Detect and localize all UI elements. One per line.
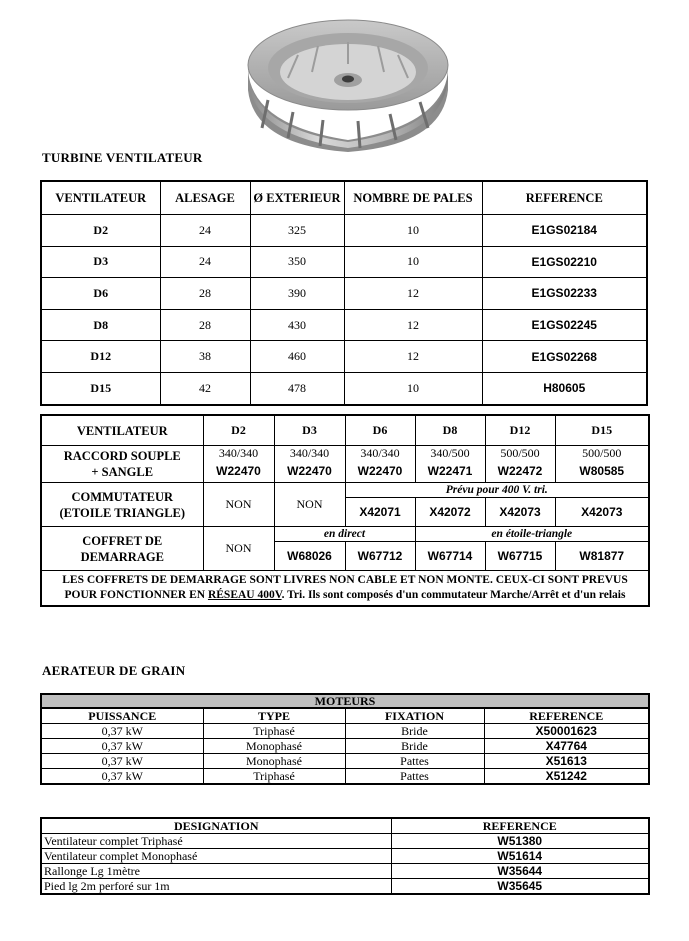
header-cell: Ø EXTERIEUR bbox=[250, 181, 344, 215]
table-row bbox=[41, 769, 649, 785]
designation-cell: Rallonge Lg 1mètre bbox=[41, 864, 391, 879]
cell: 325 bbox=[250, 215, 344, 247]
header-cell: D6 bbox=[345, 415, 415, 446]
row-label bbox=[41, 483, 203, 527]
motors-label: MOTEURS bbox=[41, 694, 649, 708]
cell: 42 bbox=[160, 372, 250, 404]
cell: 24 bbox=[160, 246, 250, 278]
cell: NON bbox=[203, 483, 274, 527]
reference-cell: W22470 bbox=[203, 460, 274, 483]
table-row bbox=[41, 527, 649, 542]
size-cell: 500/500 bbox=[555, 446, 649, 461]
cell: 460 bbox=[250, 341, 344, 373]
commutateur-label-line2: (ETOILE TRIANGLE) bbox=[59, 505, 186, 520]
table-row bbox=[41, 849, 649, 864]
cell: Pattes bbox=[345, 769, 484, 785]
cell: 10 bbox=[344, 372, 482, 404]
cell: 12 bbox=[344, 309, 482, 341]
cell: 10 bbox=[344, 246, 482, 278]
header-cell: REFERENCE bbox=[391, 818, 649, 834]
raccord-label-line2: + SANGLE bbox=[91, 465, 154, 479]
header-cell: VENTILATEUR bbox=[41, 415, 203, 446]
table-row bbox=[41, 483, 649, 498]
size-cell: 340/340 bbox=[274, 446, 345, 461]
cell: 0,37 kW bbox=[41, 754, 203, 769]
accessories-table bbox=[40, 414, 650, 607]
table-row bbox=[41, 309, 647, 341]
commutateur-label-line1: COMMUTATEUR bbox=[71, 489, 174, 504]
table-header-row bbox=[41, 181, 647, 215]
cell: 10 bbox=[344, 215, 482, 247]
direct-note: en direct bbox=[274, 527, 415, 542]
reference-cell: W22470 bbox=[274, 460, 345, 483]
reference-cell: W22471 bbox=[415, 460, 485, 483]
header-cell: D8 bbox=[415, 415, 485, 446]
reference-cell: W22470 bbox=[345, 460, 415, 483]
note-line2-start: POUR FONCTIONNER EN bbox=[64, 589, 208, 601]
reference-cell: E1GS02245 bbox=[482, 309, 647, 341]
reference-cell: W81877 bbox=[555, 542, 649, 571]
cell: 478 bbox=[250, 372, 344, 404]
cell: 38 bbox=[160, 341, 250, 373]
reference-cell: W67712 bbox=[345, 542, 415, 571]
note-line2-end: . Tri. Ils sont composés d'un commutateur Marche/Arrêt et d'un relais bbox=[281, 589, 626, 601]
table-row bbox=[41, 724, 649, 739]
header-cell: FIXATION bbox=[345, 708, 484, 724]
cell: NON bbox=[274, 483, 345, 527]
reference-cell: E1GS02210 bbox=[482, 246, 647, 278]
reference-cell: W67714 bbox=[415, 542, 485, 571]
reference-cell: X47764 bbox=[484, 739, 649, 754]
cell: 430 bbox=[250, 309, 344, 341]
turbine-title: TURBINE VENTILATEUR bbox=[42, 150, 203, 165]
raccord-label-line1: RACCORD SOUPLE bbox=[63, 449, 181, 463]
motors-table bbox=[40, 693, 650, 785]
reference-cell: X42073 bbox=[485, 498, 555, 527]
cell: Triphasé bbox=[203, 769, 345, 785]
designation-cell: Ventilateur complet Triphasé bbox=[41, 834, 391, 849]
table-group-row bbox=[41, 694, 649, 708]
header-cell: PUISSANCE bbox=[41, 708, 203, 724]
cell: 350 bbox=[250, 246, 344, 278]
designation-cell: Pied lg 2m perforé sur 1m bbox=[41, 879, 391, 895]
reference-cell: W68026 bbox=[274, 542, 345, 571]
table-row bbox=[41, 834, 649, 849]
cell: 28 bbox=[160, 278, 250, 310]
table-row bbox=[41, 864, 649, 879]
row-label bbox=[41, 446, 203, 483]
header-cell: D3 bbox=[274, 415, 345, 446]
header-cell: D15 bbox=[555, 415, 649, 446]
cell: 28 bbox=[160, 309, 250, 341]
delivery-note bbox=[41, 571, 649, 607]
reference-cell: W35645 bbox=[391, 879, 649, 895]
cell: 24 bbox=[160, 215, 250, 247]
reference-cell: X50001623 bbox=[484, 724, 649, 739]
coffret-label-line2: DEMARRAGE bbox=[80, 549, 164, 564]
reference-cell: W22472 bbox=[485, 460, 555, 483]
turbine-image bbox=[238, 0, 458, 152]
star-delta-note: en étoile-triangle bbox=[415, 527, 649, 542]
reference-cell: X51613 bbox=[484, 754, 649, 769]
model-cell: D2 bbox=[41, 215, 160, 247]
header-cell: NOMBRE DE PALES bbox=[344, 181, 482, 215]
reference-cell: E1GS02233 bbox=[482, 278, 647, 310]
note-line2-underlined: RÉSEAU 400V bbox=[207, 589, 282, 601]
cell: Bride bbox=[345, 724, 484, 739]
cell: 0,37 kW bbox=[41, 724, 203, 739]
reference-cell: H80605 bbox=[482, 372, 647, 404]
model-cell: D8 bbox=[41, 309, 160, 341]
table-row bbox=[41, 571, 649, 607]
header-cell: TYPE bbox=[203, 708, 345, 724]
header-cell: REFERENCE bbox=[482, 181, 647, 215]
cell: 0,37 kW bbox=[41, 769, 203, 785]
reference-cell: X42072 bbox=[415, 498, 485, 527]
reference-cell: X42071 bbox=[345, 498, 415, 527]
model-cell: D15 bbox=[41, 372, 160, 404]
cell: Monophasé bbox=[203, 739, 345, 754]
reference-cell: E1GS02184 bbox=[482, 215, 647, 247]
cell: Bride bbox=[345, 739, 484, 754]
header-cell: D12 bbox=[485, 415, 555, 446]
table-header-row bbox=[41, 415, 649, 446]
header-cell: REFERENCE bbox=[484, 708, 649, 724]
cell: 12 bbox=[344, 341, 482, 373]
header-cell: D2 bbox=[203, 415, 274, 446]
cell: Pattes bbox=[345, 754, 484, 769]
designation-cell: Ventilateur complet Monophasé bbox=[41, 849, 391, 864]
reference-cell: X51242 bbox=[484, 769, 649, 785]
table-row bbox=[41, 879, 649, 895]
reference-cell: W35644 bbox=[391, 864, 649, 879]
model-cell: D3 bbox=[41, 246, 160, 278]
header-cell: DESIGNATION bbox=[41, 818, 391, 834]
reference-cell: W80585 bbox=[555, 460, 649, 483]
table-header-row bbox=[41, 708, 649, 724]
reference-cell: E1GS02268 bbox=[482, 341, 647, 373]
aerateur-title: AERATEUR DE GRAIN bbox=[42, 663, 186, 678]
cell: Triphasé bbox=[203, 724, 345, 739]
size-cell: 340/340 bbox=[345, 446, 415, 461]
coffret-label-line1: COFFRET DE bbox=[82, 533, 163, 548]
note-line1: LES COFFRETS DE DEMARRAGE SONT LIVRES NON CABLE ET NON MONTE. CEUX-CI SONT PREVUS bbox=[62, 574, 628, 586]
cell: NON bbox=[203, 527, 274, 571]
table-row bbox=[41, 278, 647, 310]
size-cell: 340/340 bbox=[203, 446, 274, 461]
row-label bbox=[41, 527, 203, 571]
table-row bbox=[41, 372, 647, 404]
voltage-note: Prévu pour 400 V. tri. bbox=[345, 483, 649, 498]
model-cell: D6 bbox=[41, 278, 160, 310]
designation-table bbox=[40, 817, 650, 895]
cell: 0,37 kW bbox=[41, 739, 203, 754]
table-row bbox=[41, 739, 649, 754]
header-cell: ALESAGE bbox=[160, 181, 250, 215]
table-row bbox=[41, 215, 647, 247]
model-cell: D12 bbox=[41, 341, 160, 373]
table-row bbox=[41, 754, 649, 769]
reference-cell: W51380 bbox=[391, 834, 649, 849]
reference-cell: W51614 bbox=[391, 849, 649, 864]
cell: 390 bbox=[250, 278, 344, 310]
table-row bbox=[41, 341, 647, 373]
reference-cell: X42073 bbox=[555, 498, 649, 527]
cell: 12 bbox=[344, 278, 482, 310]
size-cell: 340/500 bbox=[415, 446, 485, 461]
header-cell: VENTILATEUR bbox=[41, 181, 160, 215]
reference-cell: W67715 bbox=[485, 542, 555, 571]
table-row bbox=[41, 246, 647, 278]
table-row bbox=[41, 446, 649, 461]
turbine-table bbox=[40, 180, 648, 406]
size-cell: 500/500 bbox=[485, 446, 555, 461]
table-header-row bbox=[41, 818, 649, 834]
cell: Monophasé bbox=[203, 754, 345, 769]
